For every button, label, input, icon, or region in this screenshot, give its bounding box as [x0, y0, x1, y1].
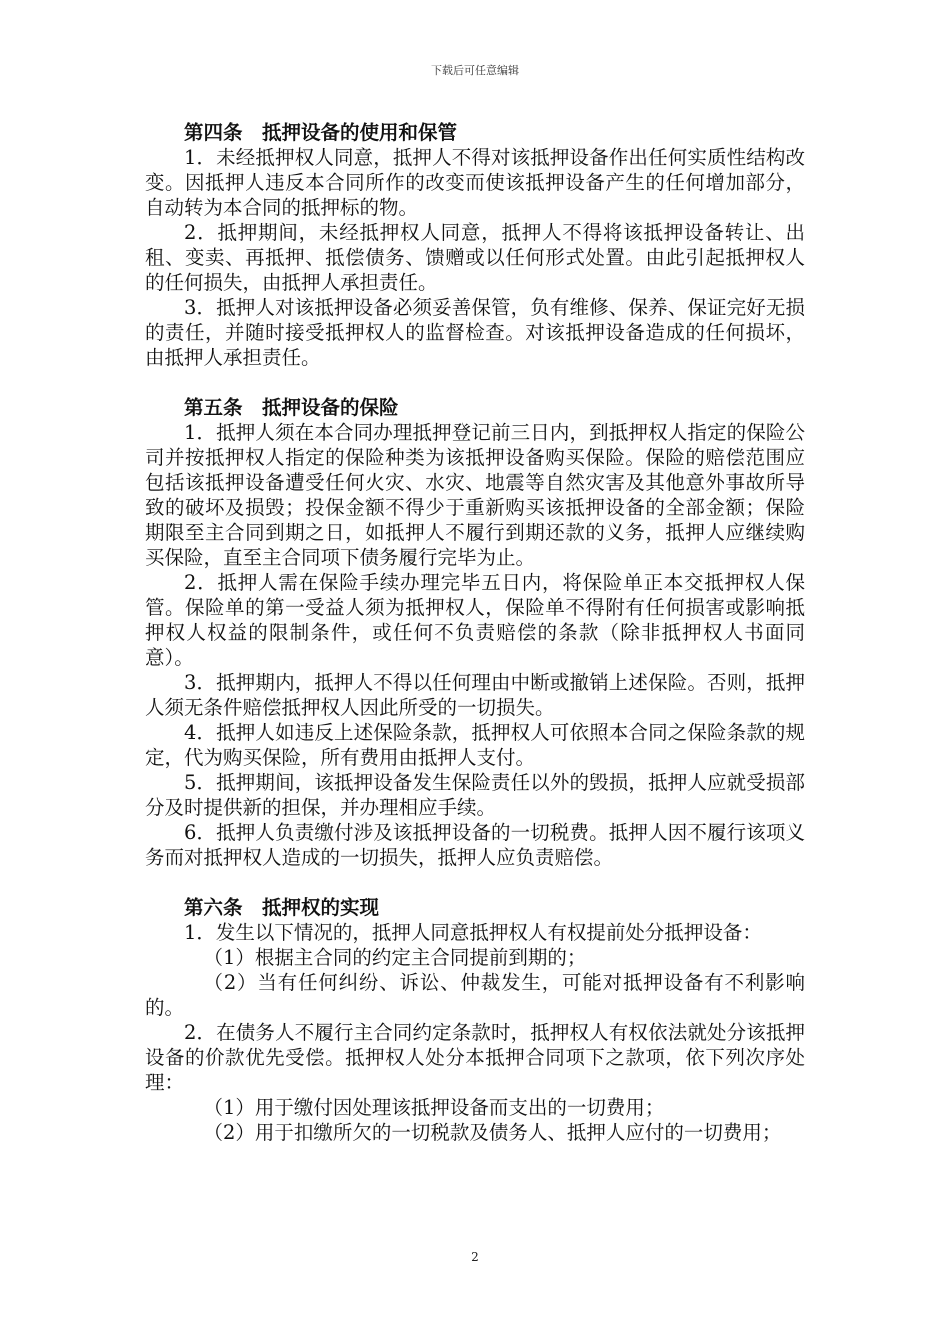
article-paragraph: 3．抵押期内，抵押人不得以任何理由中断或撤销上述保险。否则，抵押人须无条件赔偿抵押权人因此所受的一切损失。: [145, 671, 805, 719]
article-6: [145, 895, 805, 1145]
article-heading: 第六条 抵押权的实现: [184, 896, 380, 919]
article-sub-item: （1）根据主合同的约定主合同提前到期的；: [203, 946, 587, 969]
article-paragraph: 4．抵押人如违反上述保险条款，抵押权人可依照本合同之保险条款的规定，代为购买保险，所有费用由抵押人支付。: [145, 721, 805, 769]
article-heading: 第四条 抵押设备的使用和保管: [184, 121, 458, 144]
article-paragraph: 2．抵押期间，未经抵押权人同意，抵押人不得将该抵押设备转让、出租、变卖、再抵押、抵偿债务、馈赠或以任何形式处置。由此引起抵押权人的任何损失，由抵押人承担责任。: [145, 221, 805, 294]
article-5: [145, 395, 805, 870]
article-paragraph: 5．抵押期间，该抵押设备发生保险责任以外的毁损，抵押人应就受损部分及时提供新的担保，并办理相应手续。: [145, 771, 805, 819]
article-sub-item: （2）用于扣缴所欠的一切税款及债务人、抵押人应付的一切费用；: [203, 1121, 782, 1144]
page-header: 下载后可任意编辑: [431, 64, 519, 77]
document-body: [145, 120, 805, 1170]
article-paragraph: 1．未经抵押权人同意，抵押人不得对该抵押设备作出任何实质性结构改变。因抵押人违反本合同所作的改变而使该抵押设备产生的任何增加部分，自动转为本合同的抵押标的物。: [145, 146, 805, 219]
article-paragraph: 1．抵押人须在本合同办理抵押登记前三日内，到抵押权人指定的保险公司并按抵押权人指定的保险种类为该抵押设备购买保险。保险的赔偿范围应包括该抵押设备遭受任何火灾、水灾、地震等自然灾害及其他意外事故所导致的破坏及损毁；投保金额不得少于重新购买该抵押设备的全部金额；保险期限至主合同到期之日，如抵押人不履行到期还款的义务，抵押人应继续购买保险，直至主合同项下债务履行完毕为止。: [145, 421, 805, 569]
article-paragraph: 2．在债务人不履行主合同约定条款时，抵押权人有权依法就处分该抵押设备的价款优先受偿。抵押权人处分本抵押合同项下之款项，依下列次序处理：: [145, 1021, 805, 1094]
article-paragraph: 1．发生以下情况的，抵押人同意抵押权人有权提前处分抵押设备：: [184, 921, 762, 944]
article-4: [145, 120, 805, 370]
article-paragraph: 3．抵押人对该抵押设备必须妥善保管，负有维修、保养、保证完好无损的责任，并随时接受抵押权人的监督检查。对该抵押设备造成的任何损坏，由抵押人承担责任。: [145, 296, 805, 369]
article-sub-item: （1）用于缴付因处理该抵押设备而支出的一切费用；: [203, 1096, 665, 1119]
article-sub-item: （2）当有任何纠纷、诉讼、仲裁发生，可能对抵押设备有不利影响的。: [145, 971, 805, 1019]
article-paragraph: 2．抵押人需在保险手续办理完毕五日内，将保险单正本交抵押权人保管。保险单的第一受益人须为抵押权人，保险单不得附有任何损害或影响抵押权人权益的限制条件，或任何不负责赔偿的条款（除非抵押权人书面同意）。: [145, 571, 805, 669]
page-number: 2: [471, 1250, 479, 1264]
article-heading: 第五条 抵押设备的保险: [184, 396, 399, 419]
article-paragraph: 6．抵押人负责缴付涉及该抵押设备的一切税费。抵押人因不履行该项义务而对抵押权人造成的一切损失，抵押人应负责赔偿。: [145, 821, 805, 869]
